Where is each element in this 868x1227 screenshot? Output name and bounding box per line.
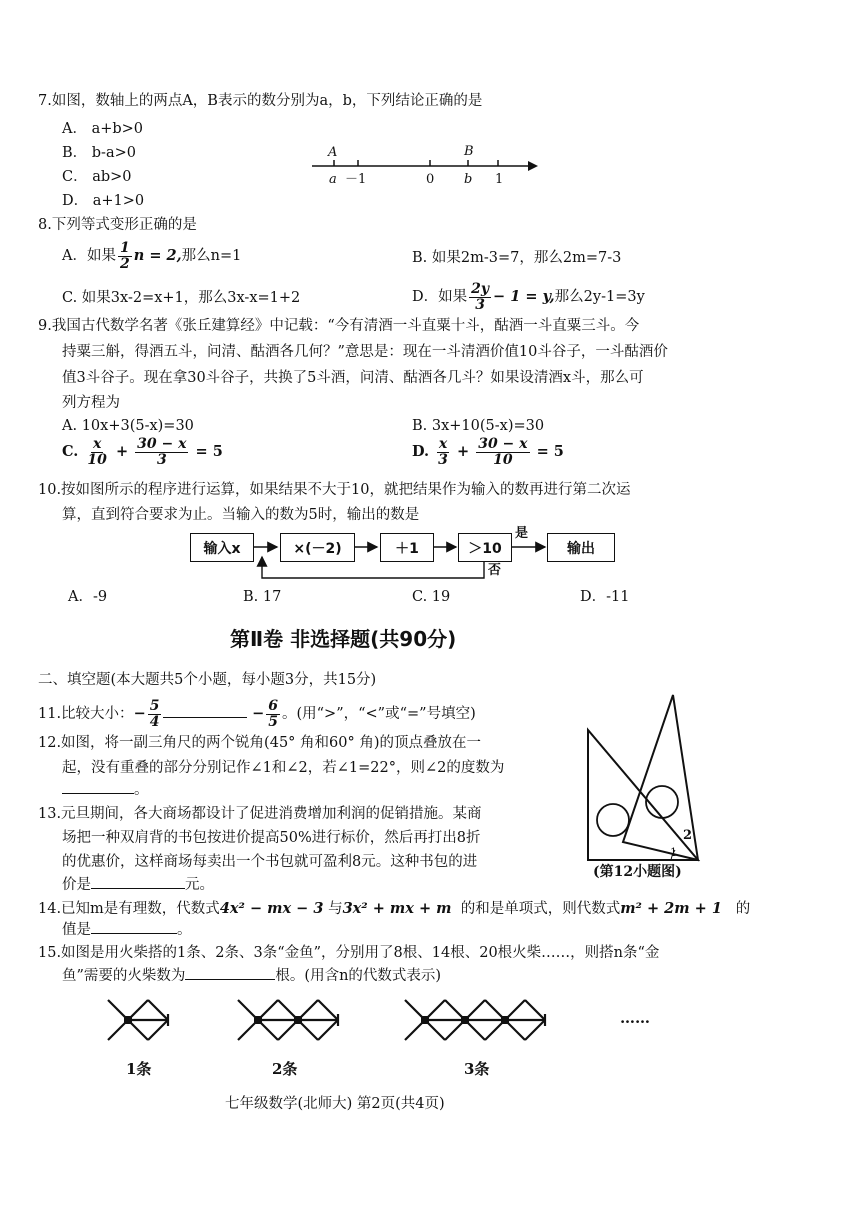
matchstick-fish-figure <box>0 990 868 1060</box>
flow-multiply-label: ×(－2) <box>293 540 342 557</box>
q15-label-2: 2条 <box>272 1060 298 1078</box>
q12-line1: 12.如图，将一副三角尺的两个锐角(45° 角和60° 角)的顶点叠放在一 <box>38 735 481 751</box>
axis-label-A: A <box>328 145 338 160</box>
q8-a-rest: 那么n=1 <box>181 248 242 265</box>
q14-pre: 14.已知m是有理数，代数式 <box>38 901 220 917</box>
flow-no-label: 否 <box>488 563 502 578</box>
q11-frac1-den: 4 <box>149 713 160 730</box>
q15-answer-blank[interactable] <box>185 979 275 980</box>
flow-input-box <box>190 533 254 562</box>
q8-d-den: 3 <box>475 296 485 313</box>
q9-c-frac2-den: 3 <box>156 451 167 468</box>
q11-frac2-den: 5 <box>268 713 278 730</box>
q8-a-math: n = 2, <box>133 247 182 265</box>
q7-option-a: A． a+b>0 <box>62 121 144 137</box>
q8-d-rest: 那么2y-1=3y <box>554 289 645 306</box>
q10-option-d: D．-11 <box>580 589 630 605</box>
q7-option-d: D． a+1>0 <box>62 193 145 209</box>
q15-line2-pre: 鱼”需要的火柴数为 <box>62 968 186 984</box>
q7-stem: 7.如图，数轴上的两点A，B表示的数分别为a，b，下列结论正确的是 <box>38 93 483 109</box>
part2-title: 二、填空题(本大题共5个小题，每小题3分，共15分) <box>38 672 377 688</box>
q14-line1 <box>38 900 750 918</box>
q10-line1: 10.按如图所示的程序进行运算，如果结果不大于10，就把结果作为输入的数再进行第二次运 <box>38 482 631 498</box>
q15-ellipsis: …… <box>620 1009 650 1027</box>
q9-line1: 9.我国古代数学名著《张丘建算经》中记载：“今有清酒一斗直粟十斗，酤酒一斗直粟三斗。今 <box>38 318 640 334</box>
q9-line2: 持粟三斛，得酒五斗，问清、酤酒各几何？”意思是：现在一斗清酒价值10斗谷子，一斗酤酒价 <box>62 344 668 360</box>
q8-d-prefix: D．如果 <box>412 289 468 306</box>
q13-line1: 13.元旦期间，各大商场都设计了促进消费增加利润的促销措施。某商 <box>38 806 482 822</box>
q10-option-b: B. 17 <box>243 589 282 605</box>
q12-line2: 起，没有重叠的部分分别记作∠1和∠2，若∠1=22°，则∠2的度数为 <box>62 760 505 776</box>
q11-suffix: 。(用“>”，“<”或“=”号填空) <box>281 706 476 723</box>
q12-answer-blank[interactable] <box>62 793 134 794</box>
q13-answer-blank[interactable] <box>91 888 185 889</box>
q12-line3-end: 。 <box>134 782 149 798</box>
q9-c-frac1-den: 10 <box>87 451 107 468</box>
q9-d-frac1-den: 3 <box>438 451 448 468</box>
q9-c-label: C. <box>62 443 79 461</box>
q9-c-plus: + <box>115 443 129 461</box>
q9-d-eq: = 5 <box>536 443 564 461</box>
axis-tick-0: 0 <box>426 172 435 187</box>
q7-option-c: C． ab>0 <box>62 169 132 185</box>
q8-d-math: − 1 = y, <box>493 288 555 306</box>
axis-label-B: B <box>464 144 474 159</box>
q9-d-frac2-num: 30 − x <box>478 436 528 452</box>
q11-line: 11.比较大小：− $\frac{5}{4}$ − $\frac{6}{5}$ 。(用“>”，“<”或“=”号填空) <box>38 698 476 730</box>
q15-line2 <box>62 968 441 985</box>
q8-option-b: B. 如果2m-3=7，那么2m=7-3 <box>412 250 622 266</box>
flow-output-label: 输出 <box>567 540 595 557</box>
q12-figure-caption: (第12小题图) <box>593 864 682 880</box>
q8-a-num: 1 <box>119 240 130 256</box>
flow-input-label: 输入x <box>203 540 241 557</box>
q12-line3 <box>62 782 149 799</box>
flow-compare-label: ＞10 <box>468 540 502 557</box>
q15-line2-post: 根。(用含n的代数式表示) <box>275 968 442 984</box>
q9-line4: 列方程为 <box>62 395 120 411</box>
q14-line2-end: 。 <box>177 922 192 938</box>
axis-tick-minus1: －1 <box>345 172 367 187</box>
page-footer: 七年级数学(北师大) 第2页(共4页) <box>225 1096 445 1112</box>
q9-d-plus: + <box>456 443 470 461</box>
q9-c-frac2-num: 30 − x <box>137 436 187 452</box>
q9-c-eq: = 5 <box>195 443 223 461</box>
fig-angle-label-1: 1 <box>670 846 677 859</box>
q11-frac2 <box>266 699 280 729</box>
q11-prefix: 11.比较大小： <box>38 706 134 723</box>
q9-option-b: B. 3x+10(5-x)=30 <box>412 418 545 434</box>
fig-angle-label-2: 2 <box>683 828 693 843</box>
q9-c-frac1-num: x <box>92 436 102 452</box>
q9-option-a: A. 10x+3(5-x)=30 <box>62 418 194 434</box>
q13-line2: 场把一种双肩背的书包按进价提高50%进行标价，然后再打出8折 <box>62 830 481 846</box>
flow-yes-label: 是 <box>515 526 529 541</box>
q8-a-prefix: A．如果 <box>62 248 116 265</box>
q9-line3: 值3斗谷子。现在拿30斗谷子，共换了5斗酒，问清、酤酒各几斗？如果设清酒x斗，那么可 <box>62 370 644 386</box>
q14-mid: 与 <box>328 901 343 917</box>
q11-answer-blank[interactable] <box>163 717 247 718</box>
flow-add-box <box>380 533 434 562</box>
q14-line2 <box>62 922 192 939</box>
q15-line1: 15.如图是用火柴搭的1条、2条、3条“金鱼”，分别用了8根、14根、20根火柴……，则搭n条“金 <box>38 945 660 961</box>
q11-frac1-num: 5 <box>149 698 160 714</box>
axis-tick-b: b <box>464 172 473 187</box>
q14-post2: 的 <box>735 901 751 917</box>
q13-line3: 的优惠价，这样商场每卖出一个书包就可盈利8元。这种书包的进 <box>62 854 478 870</box>
section-heading: 第Ⅱ卷 非选择题(共90分) <box>230 627 457 651</box>
q14-expr2: 3x² + mx + m <box>342 900 452 917</box>
axis-tick-1: 1 <box>495 172 504 187</box>
q14-line2-pre: 值是 <box>62 922 91 938</box>
q8-stem: 8.下列等式变形正确的是 <box>38 217 197 233</box>
q8-d-num: 2y <box>471 281 490 297</box>
flow-multiply-box <box>280 533 355 562</box>
q13-line4-end: 元。 <box>185 877 214 893</box>
q10-option-c: C. 19 <box>412 589 451 605</box>
q10-option-a: A．-9 <box>68 589 108 605</box>
q9-d-frac2-den: 10 <box>493 451 513 468</box>
q13-line4 <box>62 877 214 894</box>
q11-frac1 <box>148 699 162 729</box>
q14-expr1: 4x² − mx − 3 <box>219 900 324 917</box>
q13-line4-pre: 价是 <box>62 877 91 893</box>
q14-post: 的和是单项式，则代数式 <box>460 901 621 917</box>
q8-option-c: C. 如果3x-2=x+1，那么3x-x=1+2 <box>62 290 301 306</box>
q14-expr3: m² + 2m + 1 <box>620 900 722 917</box>
q10-line2: 算，直到符合要求为止。当输入的数为5时，输出的数是 <box>62 507 420 523</box>
q7-option-b: B． b-a>0 <box>62 145 136 161</box>
q14-answer-blank[interactable] <box>91 933 177 934</box>
q8-a-den: 2 <box>119 255 130 272</box>
q11-frac2-num: 6 <box>268 698 278 714</box>
flow-output-box <box>547 533 615 562</box>
q15-label-1: 1条 <box>126 1060 152 1078</box>
q9-d-label: D. <box>412 443 430 461</box>
axis-tick-a: a <box>329 172 337 187</box>
flow-compare-box <box>458 533 512 562</box>
q15-label-3: 3条 <box>464 1060 490 1078</box>
flow-add-label: ＋1 <box>395 540 419 557</box>
q9-d-frac1-num: x <box>438 436 448 452</box>
